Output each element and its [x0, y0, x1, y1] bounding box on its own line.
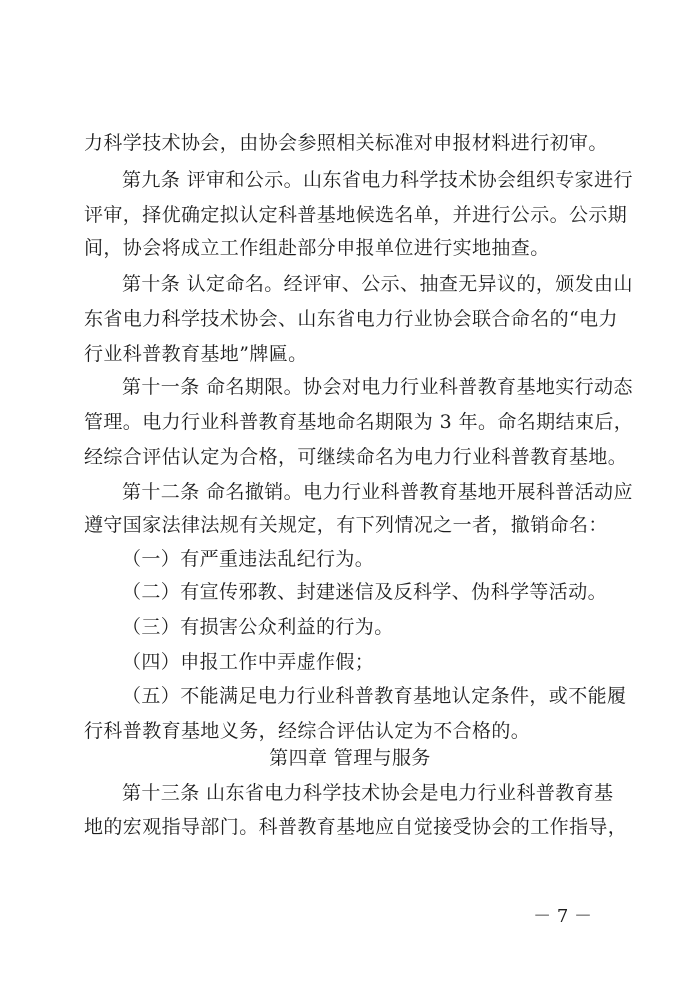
- article-twelve-line: 第十二条 命名撤销。电力行业科普教育基地开展科普活动应: [122, 481, 633, 503]
- article-nine-line: 第九条 评审和公示。山东省电力科学技术协会组织专家进行: [122, 169, 633, 191]
- paragraph-line: 地的宏观指导部门。科普教育基地应自觉接受协会的工作指导，: [84, 816, 628, 838]
- paragraph-line: 评审，择优确定拟认定科普基地候选名单，并进行公示。公示期: [84, 204, 628, 226]
- list-item-two: （二）有宣传邪教、封建迷信及反科学、伪科学等活动。: [122, 581, 608, 603]
- article-ten-line: 第十条 认定命名。经评审、公示、抽查无异议的，颁发由山: [122, 273, 633, 295]
- article-thirteen-line: 第十三条 山东省电力科学技术协会是电力行业科普教育基: [122, 782, 614, 804]
- paragraph-line: 管理。电力行业科普教育基地命名期限为 3 年。命名期结束后，: [84, 411, 634, 433]
- list-item-four: （四）申报工作中弄虚作假；: [122, 651, 375, 673]
- paragraph-line: 东省电力科学技术协会、山东省电力行业协会联合命名的“电力: [84, 308, 618, 330]
- article-eleven-line: 第十一条 命名期限。协会对电力行业科普教育基地实行动态: [122, 376, 633, 398]
- paragraph-line: 行业科普教育基地”牌匾。: [84, 343, 308, 365]
- list-item-one: （一）有严重违法乱纪行为。: [122, 548, 375, 570]
- chapter-heading: 第四章 管理与服务: [269, 747, 431, 769]
- paragraph-line: 行科普教育基地义务，经综合评估认定为不合格的。: [84, 720, 531, 742]
- paragraph-line: 经综合评估认定为合格，可继续命名为电力行业科普教育基地。: [84, 446, 628, 468]
- page-number: － 7 －: [533, 906, 592, 927]
- list-item-five: （五）不能满足电力行业科普教育基地认定条件，或不能履: [122, 685, 627, 707]
- paragraph-line: 力科学技术协会，由协会参照相关标准对申报材料进行初审。: [84, 132, 608, 154]
- list-item-three: （三）有损害公众利益的行为。: [122, 616, 394, 638]
- paragraph-line: 遵守国家法律法规有关规定，有下列情况之一者，撤销命名：: [84, 514, 608, 536]
- paragraph-line: 间，协会将成立工作组赴部分申报单位进行实地抽查。: [84, 237, 550, 259]
